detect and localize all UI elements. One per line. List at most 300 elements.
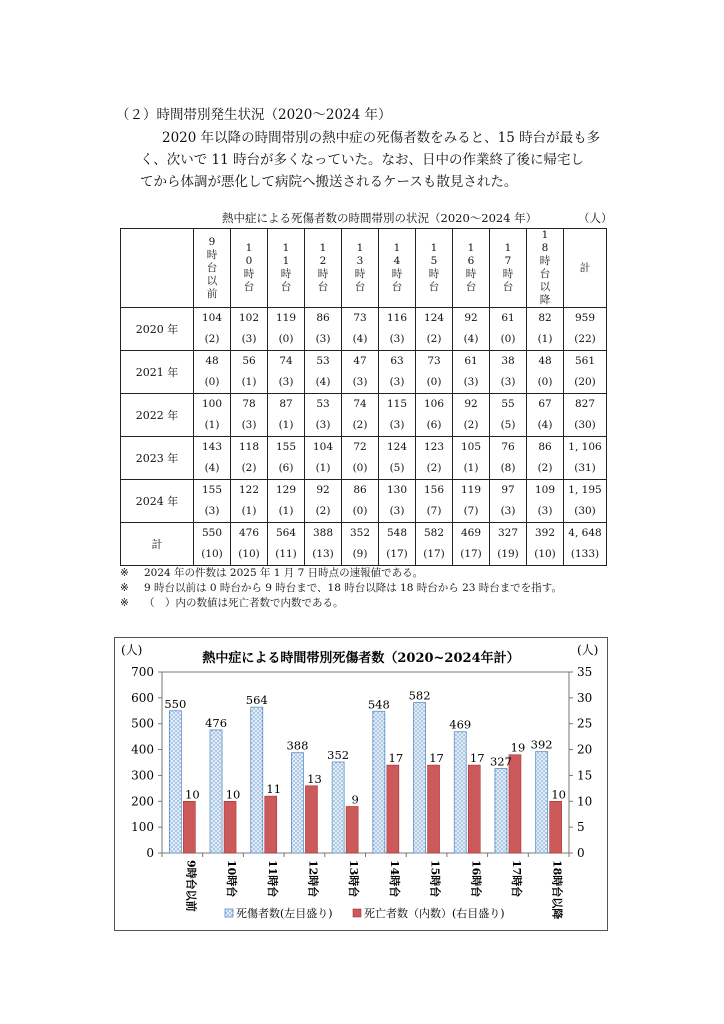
cell-deaths: (1) [537, 333, 553, 345]
column-header [527, 229, 564, 308]
note-item [120, 566, 562, 581]
category-label: 16時台 [469, 860, 483, 898]
cell-deaths: (10) [534, 548, 556, 560]
bar-casualties [536, 752, 548, 853]
table-row [121, 308, 607, 351]
column-header-label: 13時台 [354, 242, 366, 293]
deaths-data-label: 17 [469, 751, 485, 766]
category-label: 13時台 [347, 860, 361, 898]
note-mark: ※ [120, 597, 129, 609]
table-cell [416, 308, 453, 351]
cell-count: 92 [316, 484, 330, 496]
legend-swatch-casualties [225, 909, 233, 917]
table-corner [121, 229, 194, 308]
deaths-data-label: 11 [266, 782, 282, 797]
left-tick-label: 700 [131, 665, 154, 679]
table-notes [120, 566, 562, 611]
cell-deaths: (2) [426, 462, 442, 474]
table-cell [231, 480, 268, 523]
cell-deaths: (1) [315, 462, 331, 474]
table-unit: （人） [578, 211, 613, 225]
table-cell [342, 394, 379, 437]
cell-count: 105 [460, 441, 482, 453]
bar-casualties [454, 732, 466, 853]
table-cell [379, 394, 416, 437]
cell-deaths: (2) [463, 419, 479, 431]
left-tick-label: 500 [131, 716, 154, 731]
right-tick-label: 25 [577, 716, 593, 731]
bar-deaths [550, 801, 562, 853]
cell-deaths: (3) [315, 419, 331, 431]
cell-count: 74 [353, 398, 367, 410]
cell-deaths: (7) [463, 505, 479, 517]
bar-casualties [169, 711, 181, 853]
deaths-data-label: 10 [551, 787, 566, 802]
row-label: 2023 年 [121, 437, 194, 480]
bar-deaths [346, 806, 358, 853]
cell-deaths: (1) [204, 419, 220, 431]
cell-deaths: (3) [389, 419, 405, 431]
cell-deaths: (0) [426, 376, 442, 388]
bar-deaths [468, 765, 480, 853]
cell-deaths: (31) [574, 462, 596, 474]
cell-deaths: (7) [426, 505, 442, 517]
cell-deaths: (3) [315, 333, 331, 345]
cell-count: 119 [275, 312, 297, 324]
bar-casualties [332, 762, 344, 853]
cell-count: 72 [353, 441, 367, 453]
column-header-label: 18時台以降 [539, 229, 551, 306]
cell-count: 102 [238, 312, 260, 324]
cell-deaths: (13) [312, 548, 334, 560]
table-cell [490, 480, 527, 523]
cell-deaths: (8) [500, 462, 516, 474]
legend-label-deaths: 死亡者数（内数）(右目盛り) [364, 907, 505, 920]
cell-count: 92 [464, 312, 478, 324]
table-cell [527, 308, 564, 351]
cell-deaths: (30) [574, 419, 596, 431]
bar-deaths [305, 786, 317, 853]
category-label: 12時台 [306, 860, 320, 898]
deaths-data-label: 17 [388, 751, 404, 766]
cell-deaths: (3) [463, 376, 479, 388]
cell-count: 47 [353, 355, 367, 367]
cell-count: 92 [464, 398, 478, 410]
table-cell [231, 523, 268, 566]
cell-deaths: (11) [275, 548, 297, 560]
section-paragraph [140, 127, 610, 193]
casualties-data-label: 476 [205, 715, 228, 730]
cell-deaths: (3) [241, 419, 257, 431]
cell-count: 78 [242, 398, 256, 410]
cell-deaths: (0) [352, 505, 368, 517]
cell-deaths: (9) [352, 548, 368, 560]
table-cell [564, 394, 607, 437]
cell-count: 156 [423, 484, 445, 496]
cell-deaths: (133) [570, 548, 600, 560]
table-cell [527, 351, 564, 394]
column-header [453, 229, 490, 308]
table-cell [416, 523, 453, 566]
cell-count: 118 [238, 441, 260, 453]
note-text: 2024 年の件数は 2025 年 1 月 7 日時点の速報値である。 [144, 567, 424, 579]
note-item [120, 596, 562, 611]
cell-deaths: (20) [574, 376, 596, 388]
bar-deaths [428, 765, 440, 853]
cell-deaths: (2) [315, 505, 331, 517]
column-header-label: 10時台 [243, 242, 255, 293]
cell-count: 73 [353, 312, 367, 324]
column-header-label: 16時台 [465, 242, 477, 293]
column-header [268, 229, 305, 308]
column-header-label: 17時台 [502, 242, 514, 293]
bar-deaths [509, 755, 521, 853]
cell-count: 109 [534, 484, 556, 496]
column-header-label: 15時台 [428, 242, 440, 293]
column-header [342, 229, 379, 308]
table-row [121, 523, 607, 566]
cell-count: 38 [501, 355, 515, 367]
column-header [194, 229, 231, 308]
table-cell [231, 437, 268, 480]
table-cell [490, 394, 527, 437]
cell-count: 388 [312, 527, 334, 539]
table-cell [194, 480, 231, 523]
cell-count: 76 [501, 441, 515, 453]
table-cell [490, 523, 527, 566]
cell-deaths: (3) [204, 505, 220, 517]
cell-count: 129 [275, 484, 297, 496]
column-header-label: 14時台 [391, 242, 403, 293]
column-header-label: 計 [579, 261, 591, 274]
table-cell [453, 351, 490, 394]
cell-count: 86 [316, 312, 330, 324]
cell-count: 124 [423, 312, 445, 324]
table-cell [490, 437, 527, 480]
row-label: 2021 年 [121, 351, 194, 394]
cell-count: 86 [353, 484, 367, 496]
column-header [490, 229, 527, 308]
cell-count: 97 [501, 484, 515, 496]
bar-deaths [224, 801, 236, 853]
cell-deaths: (17) [386, 548, 408, 560]
category-label: 10時台 [225, 860, 239, 898]
cell-deaths: (4) [352, 333, 368, 345]
table-cell [268, 437, 305, 480]
table-cell [305, 437, 342, 480]
cell-count: 1, 106 [568, 441, 602, 453]
cell-count: 123 [423, 441, 445, 453]
cell-deaths: (1) [241, 505, 257, 517]
deaths-data-label: 13 [307, 771, 322, 786]
table-caption: 熱中症による死傷者数の時間帯別の状況（2020～2024 年） [222, 211, 538, 225]
table-cell [305, 308, 342, 351]
cell-deaths: (3) [500, 376, 516, 388]
casualties-data-label: 564 [245, 693, 268, 708]
right-tick-label: 15 [577, 768, 593, 783]
bar-casualties [373, 711, 385, 853]
cell-count: 561 [574, 355, 596, 367]
cell-count: 564 [275, 527, 297, 539]
cell-deaths: (2) [352, 419, 368, 431]
table-cell [194, 437, 231, 480]
table-cell [416, 351, 453, 394]
table-cell [453, 523, 490, 566]
cell-count: 155 [275, 441, 297, 453]
chart-title: 熱中症による時間帯別死傷者数（2020~2024年計） [202, 651, 520, 666]
row-label: 計 [121, 523, 194, 566]
cell-deaths: (1) [278, 419, 294, 431]
table-cell [379, 437, 416, 480]
cell-count: 155 [201, 484, 223, 496]
table-cell [305, 523, 342, 566]
cell-count: 469 [460, 527, 482, 539]
table-cell [268, 394, 305, 437]
cell-count: 548 [386, 527, 408, 539]
casualties-data-label: 550 [164, 696, 187, 711]
cell-deaths: (4) [463, 333, 479, 345]
cell-count: 115 [386, 398, 408, 410]
deaths-data-label: 17 [429, 751, 444, 766]
cell-deaths: (2) [426, 333, 442, 345]
table-cell [564, 351, 607, 394]
cell-deaths: (1) [463, 462, 479, 474]
bar-casualties [495, 768, 507, 853]
bar-deaths [183, 801, 195, 853]
table-cell [490, 308, 527, 351]
row-label: 2022 年 [121, 394, 194, 437]
cell-deaths: (3) [352, 376, 368, 388]
cell-deaths: (0) [204, 376, 220, 388]
cell-deaths: (0) [278, 333, 294, 345]
cell-count: 63 [390, 355, 404, 367]
cell-deaths: (5) [500, 419, 516, 431]
cell-count: 143 [201, 441, 223, 453]
paragraph-line: てから体調が悪化して病院へ搬送されるケースも散見された。 [140, 174, 518, 190]
cell-count: 550 [201, 527, 223, 539]
table-cell [194, 523, 231, 566]
table-cell [379, 351, 416, 394]
cell-deaths: (3) [389, 376, 405, 388]
cell-count: 122 [238, 484, 260, 496]
cell-deaths: (1) [278, 505, 294, 517]
table-cell [527, 523, 564, 566]
cell-count: 130 [386, 484, 408, 496]
table-cell [231, 308, 268, 351]
paragraph-line: く、次いで 11 時台が多くなっていた。なお、日中の作業終了後に帰宅し [140, 152, 584, 168]
cell-deaths: (3) [278, 376, 294, 388]
deaths-data-label: 19 [510, 740, 526, 755]
cell-deaths: (4) [537, 419, 553, 431]
table-cell [342, 351, 379, 394]
category-label: 11時台 [265, 860, 279, 898]
table-cell [564, 437, 607, 480]
table-cell [453, 308, 490, 351]
cell-count: 100 [201, 398, 223, 410]
casualties-data-label: 388 [286, 738, 309, 753]
legend-swatch-deaths [353, 909, 361, 917]
table-cell [231, 351, 268, 394]
table-cell [564, 523, 607, 566]
cell-count: 73 [427, 355, 441, 367]
column-header [416, 229, 453, 308]
right-axis-unit: (人) [577, 643, 599, 657]
category-label: 14時台 [387, 860, 401, 898]
cell-count: 67 [538, 398, 552, 410]
table-cell [305, 351, 342, 394]
category-label: 18時台以降 [550, 860, 564, 920]
deaths-data-label: 10 [225, 787, 241, 802]
note-item [120, 581, 562, 596]
bar-casualties [414, 703, 426, 853]
note-mark: ※ [120, 582, 129, 594]
left-tick-label: 100 [131, 820, 154, 835]
left-tick-label: 400 [131, 742, 154, 757]
table-cell [527, 480, 564, 523]
bar-casualties [291, 753, 303, 853]
category-label: 9時台以前 [184, 860, 198, 912]
table-cell [194, 351, 231, 394]
cell-count: 327 [497, 527, 519, 539]
table-cell [231, 394, 268, 437]
category-label: 15時台 [428, 860, 442, 898]
cell-count: 4, 648 [568, 527, 602, 539]
cell-count: 48 [205, 355, 219, 367]
cell-deaths: (3) [389, 505, 405, 517]
cell-count: 119 [460, 484, 482, 496]
cell-deaths: (0) [500, 333, 516, 345]
cell-deaths: (3) [389, 333, 405, 345]
casualties-data-label: 352 [327, 747, 350, 762]
table-cell [342, 480, 379, 523]
cell-count: 116 [386, 312, 408, 324]
cell-count: 82 [538, 312, 552, 324]
table-cell [342, 523, 379, 566]
category-label: 17時台 [509, 860, 523, 898]
cell-count: 352 [349, 527, 371, 539]
cell-deaths: (2) [204, 333, 220, 345]
cell-deaths: (17) [460, 548, 482, 560]
row-label: 2020 年 [121, 308, 194, 351]
left-tick-label: 300 [131, 768, 154, 783]
table-cell [453, 437, 490, 480]
cell-count: 74 [279, 355, 293, 367]
table-cell [453, 480, 490, 523]
cell-count: 476 [238, 527, 260, 539]
casualties-data-label: 392 [530, 737, 553, 752]
deaths-data-label: 10 [185, 787, 200, 802]
deaths-data-label: 9 [351, 792, 359, 807]
cell-deaths: (22) [574, 333, 596, 345]
section-heading: （２）時間帯別発生状況（2020～2024 年） [116, 107, 392, 123]
cell-deaths: (4) [204, 462, 220, 474]
table-cell [305, 394, 342, 437]
table-row [121, 437, 607, 480]
left-tick-label: 200 [131, 794, 154, 809]
casualties-data-label: 582 [408, 688, 431, 703]
casualties-data-label: 469 [449, 717, 472, 732]
left-tick-label: 0 [146, 846, 154, 860]
table-cell [268, 480, 305, 523]
table-cell [527, 437, 564, 480]
cell-deaths: (0) [537, 376, 553, 388]
column-header [231, 229, 268, 308]
cell-deaths: (3) [500, 505, 516, 517]
right-tick-label: 5 [577, 820, 585, 835]
column-header [379, 229, 416, 308]
table-cell [268, 351, 305, 394]
table-cell [305, 480, 342, 523]
table-cell [379, 480, 416, 523]
cell-deaths: (2) [241, 462, 257, 474]
table-cell [268, 308, 305, 351]
row-label: 2024 年 [121, 480, 194, 523]
right-tick-label: 10 [577, 794, 593, 809]
cell-deaths: (5) [389, 462, 405, 474]
time-of-day-table [120, 228, 607, 566]
cell-count: 582 [423, 527, 445, 539]
cell-count: 124 [386, 441, 408, 453]
cell-deaths: (19) [497, 548, 519, 560]
table-cell [379, 308, 416, 351]
legend-label-casualties: 死傷者数(左目盛り) [236, 907, 333, 920]
cell-deaths: (0) [352, 462, 368, 474]
cell-count: 87 [279, 398, 293, 410]
bar-casualties [210, 730, 222, 853]
bar-chart [115, 638, 607, 930]
column-header [305, 229, 342, 308]
table-cell [416, 394, 453, 437]
table-cell [564, 308, 607, 351]
left-axis-unit: (人) [121, 643, 143, 657]
cell-deaths: (6) [426, 419, 442, 431]
column-header-label: 12時台 [317, 242, 329, 293]
cell-count: 53 [316, 398, 330, 410]
cell-count: 104 [201, 312, 223, 324]
cell-count: 959 [574, 312, 596, 324]
cell-deaths: (6) [278, 462, 294, 474]
cell-count: 53 [316, 355, 330, 367]
table-cell [268, 523, 305, 566]
column-header-label: 9時台以前 [206, 235, 218, 300]
note-mark: ※ [120, 567, 129, 579]
cell-count: 56 [242, 355, 256, 367]
cell-count: 104 [312, 441, 334, 453]
cell-deaths: (17) [423, 548, 445, 560]
cell-deaths: (3) [537, 505, 553, 517]
table-row [121, 351, 607, 394]
bar-casualties [251, 707, 263, 853]
right-tick-label: 20 [577, 742, 593, 757]
table-cell [416, 480, 453, 523]
cell-deaths: (4) [315, 376, 331, 388]
casualties-data-label: 327 [489, 754, 512, 769]
table-cell [453, 394, 490, 437]
cell-deaths: (3) [241, 333, 257, 345]
cell-count: 48 [538, 355, 552, 367]
table-cell [342, 437, 379, 480]
column-header [564, 229, 607, 308]
table-cell [342, 308, 379, 351]
table-cell [416, 437, 453, 480]
left-tick-label: 600 [131, 690, 154, 705]
note-text: 9 時台以前は 0 時台から 9 時台まで、18 時台以降は 18 時台から 23 時台までを指す。 [144, 582, 562, 594]
column-header-label: 11時台 [280, 242, 292, 293]
note-text: （ ）内の数値は死亡者数で内数である。 [144, 597, 344, 609]
table-cell [194, 308, 231, 351]
cell-count: 61 [464, 355, 478, 367]
cell-deaths: (10) [238, 548, 260, 560]
